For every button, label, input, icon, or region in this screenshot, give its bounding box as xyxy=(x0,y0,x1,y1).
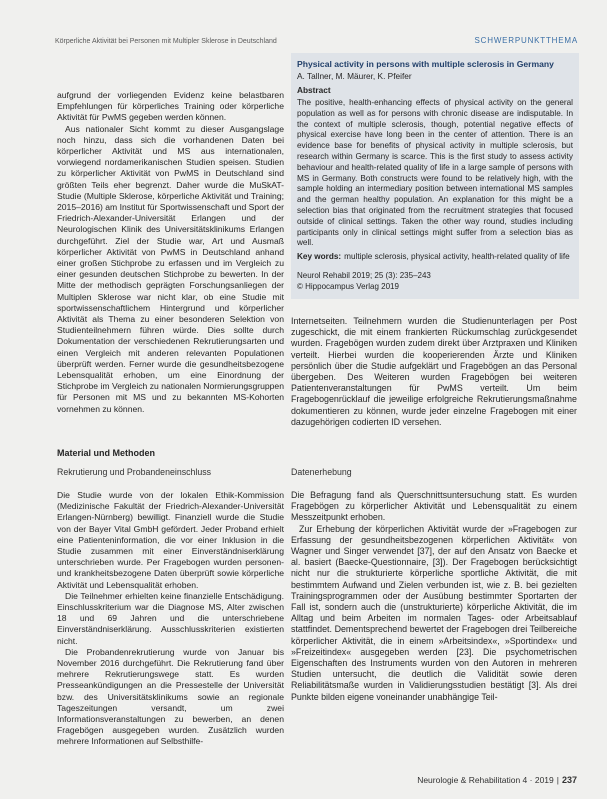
paragraph: Internetseiten. Teilnehmern wurden die Studienunterlagen per Post zugeschickt, die mit einem frankierten Rückumschlag zurückgesendet wurden. Fragebögen wurden zudem direkt über Arztpraxen und Kliniken verteilt. Hierbei wurden die kooperierenden Ärzte und Kliniken persönlich über die Studie aufgeklärt und Fragebögen an das Personal übergeben. Des Weiteren wurden Fragebögen bei weiteren Patientenveranstaltungen für PwMS verteilt. Um beim Fragebogenrücklauf die jeweilige erfolgreiche Rekrutierungsmaßnahme dokumentieren zu können, wurde jeder einzelne Fragebogen mit einer dazugehörigen codierten ID versehen. xyxy=(291,316,577,427)
data-collection-text xyxy=(291,490,577,772)
keywords xyxy=(297,252,573,263)
keywords-label: Key words: xyxy=(297,252,342,262)
paragraph: Die Probandenrekrutierung wurde von Januar bis November 2016 durchgeführt. Die Rekrutierung fand über mehrere Rekrutierungswege statt. Es wurden Presseankündigungen an die Pressestelle der Universität bzw. des Universitätsklinikums sowie an regionale Tageszeitungen versandt, um zwei Informationsveranstaltungen zu bewerben, an denen Fragebögen ausgegeben wurden. Zusätzlich wurden mehrere Informationen auf Selbsthilfe- xyxy=(57,646,284,747)
recruitment-continuation xyxy=(291,316,577,456)
page-footer xyxy=(417,775,577,786)
recruitment-text xyxy=(57,490,284,772)
keywords-text: multiple sclerosis, physical activity, health-related quality of life xyxy=(344,252,570,262)
journal-issue: Neurologie & Rehabilitation 4 · 2019 xyxy=(417,775,554,785)
paragraph: Zur Erhebung der körperlichen Aktivität wurde der »Fragebogen zur Erfassung der gesundheitsbezogenen körperlichen Aktivität« von Wagner und Singer verwendet [37], der auf den Ansatz von Baecke et al. basiert (Baecke-Questionnaire, [3]). Der Fragebogen berücksichtigt nicht nur die strukturierte körperliche sportliche Aktivität, die mit bestimmtem Aufwand und Zielen verbunden ist, wie z. B. bei gezielten Trainingsprogrammen oder der Ausübung bestimmter Sportarten der Fall ist, sondern auch die (unstrukturierte) körperliche Aktivität, die im Alltag und beim Arbeiten im normalen Tages- oder Arbeitsablauf stattfindet. Dementsprechend bewertet der Fragebogen drei Teilbereiche körperlicher Aktivität, die in einem »Arbeitsindex«, »Sportindex« und »Freizeitindex« ausgegeben werden [23]. Die psychometrischen Eigenschaften des Instruments wurden von den Autoren in mehreren Studien untersucht, die deutlich die Validität sowie deren Reliabilitätsmaße wurden in Validierungsstudien bestätigt [3]. Als drei Punkte bilden eigene voneinander unabhängige Teil- xyxy=(291,523,577,702)
subsection-heading: Rekrutierung und Probandeneinschluss xyxy=(57,467,212,477)
citation: Neurol Rehabil 2019; 25 (3): 235–243 xyxy=(297,270,431,280)
citation-block xyxy=(297,271,573,293)
section-heading: Material und Methoden xyxy=(57,448,156,458)
abstract-authors: A. Tallner, M. Mäurer, K. Pfeifer xyxy=(297,71,412,81)
paragraph: Die Studie wurde von der lokalen Ethik-Kommission (Medizinische Fakultät der Friedrich-Alexander-Universität Erlangen-Nürnberg) bewilligt. Finanziell wurde die Studie von der Bayer Vital GmbH gefördert. Jeder Proband erhielt eine Patienteninformation, die vor einer Inklusion in die Studie zusammen mit einer Einverständniserklärung unterschrieben wurde. Per Fragebogen wurden personen- und krankheitsbezogene Daten überprüft sowie körperliche Aktivität und Lebensqualität erhoben. xyxy=(57,490,284,590)
abstract-text: The positive, health-enhancing effects of physical activity on the general population as well as for persons with chronic disease are indisputable. In the context of multiple sclerosis, though, potential negative effects of physical exercise have long been in the center of attention. There is an evidence base for benefits of physical activity in multiple sclerosis, but research within Germany is scarce. This is the first study to assess activity behaviour and health-related quality of life in a large sample of persons with MS in Germany. Both constructs were found to be relatively high, with the sample holding an intermediary position between international MS samples and the german healthy population. An explanation for this might be a selection bias that originated from the recruitment strategies that focused outside of clinical settings. Taken the other way round, studies including participants only in clinical settings might suffer from a selection bias as well. xyxy=(297,98,573,248)
paragraph: aufgrund der vorliegenden Evidenz keine belastbaren Empfehlungen für körperliches Training oder körperliche Aktivität für PwMS gegeben werden können. xyxy=(57,90,284,123)
paragraph: Die Teilnehmer erhielten keine finanzielle Entschädigung. Einschlusskriterium war die Diagnose MS, Alter zwischen 18 und 69 Jahren und die unterschriebene Einverständniserklärung. Ausschlusskriterien existierten nicht. xyxy=(57,590,284,646)
abstract-box xyxy=(291,53,579,299)
running-title: Körperliche Aktivität bei Personen mit Multipler Sklerose in Deutschland xyxy=(55,38,277,45)
page-number: 237 xyxy=(561,775,577,785)
intro-text xyxy=(57,90,284,438)
abstract-title: Physical activity in persons with multiple sclerosis in Germany xyxy=(297,59,554,69)
copyright: © Hippocampus Verlag 2019 xyxy=(297,281,399,291)
paragraph: Die Befragung fand als Querschnittsuntersuchung statt. Es wurden Fragebögen zu körperlicher Aktivität und Lebensqualität zu einem Messzeitpunkt erhoben. xyxy=(291,490,577,523)
abstract-label: Abstract xyxy=(297,85,331,95)
paragraph: Aus nationaler Sicht kommt zu dieser Ausgangslage noch hinzu, dass sich die vorhandenen Daten bei körperlicher Aktivität und MS aus internationalen, vorwiegend nordamerikanischen Studien speisen. Studien zu körperlicher Aktivität von PwMS in Deutschland sind größten Teils eher begrenzt. Daher wurde die MuSkAT-Studie (Multiple Sklerose, körperliche Aktivität und Training; 2015–2016) am Institut für Sportwissenschaft und Sport der Friedrich-Alexander-Universität Erlangen und der Neurologischen Klinik des Universitätsklinikums Erlangen durchgeführt. Ziel der Studie war, Art und Ausmaß körperlicher Aktivität von PwMS in Deutschland anhand einer großen Stichprobe zu erfassen und im Vergleich zu einer gesunden deutschen Stichprobe zu bewerten. In der Mitte der methodisch geprägten Forschungsanliegen der Multiplen Sklerose war nicht klar, ob eine Studie mit sportwissenschaftlichem Hintergrund und körperlicher Aktivität als Thema zu einer besonderen Selektion von Studienteilnehmern führen würde. Dies sollte durch Dokumentation der verschiedenen Rekrutierungsarten und einen Vergleich mit anderen relevanten Populationen überprüft werden. Ferner wurde die gesundheitsbezogene Lebensqualität erhoben, um eine Einordnung der Stichprobe im Vergleich zu nationalen Normierungsgruppen für Personen mit MS und zu bekannten MS-Kohorten vornehmen zu können. xyxy=(57,123,284,414)
subsection-heading: Datenerhebung xyxy=(291,467,352,477)
section-label: SCHWERPUNKTTHEMA xyxy=(474,36,578,45)
footer-separator: | xyxy=(556,775,559,785)
